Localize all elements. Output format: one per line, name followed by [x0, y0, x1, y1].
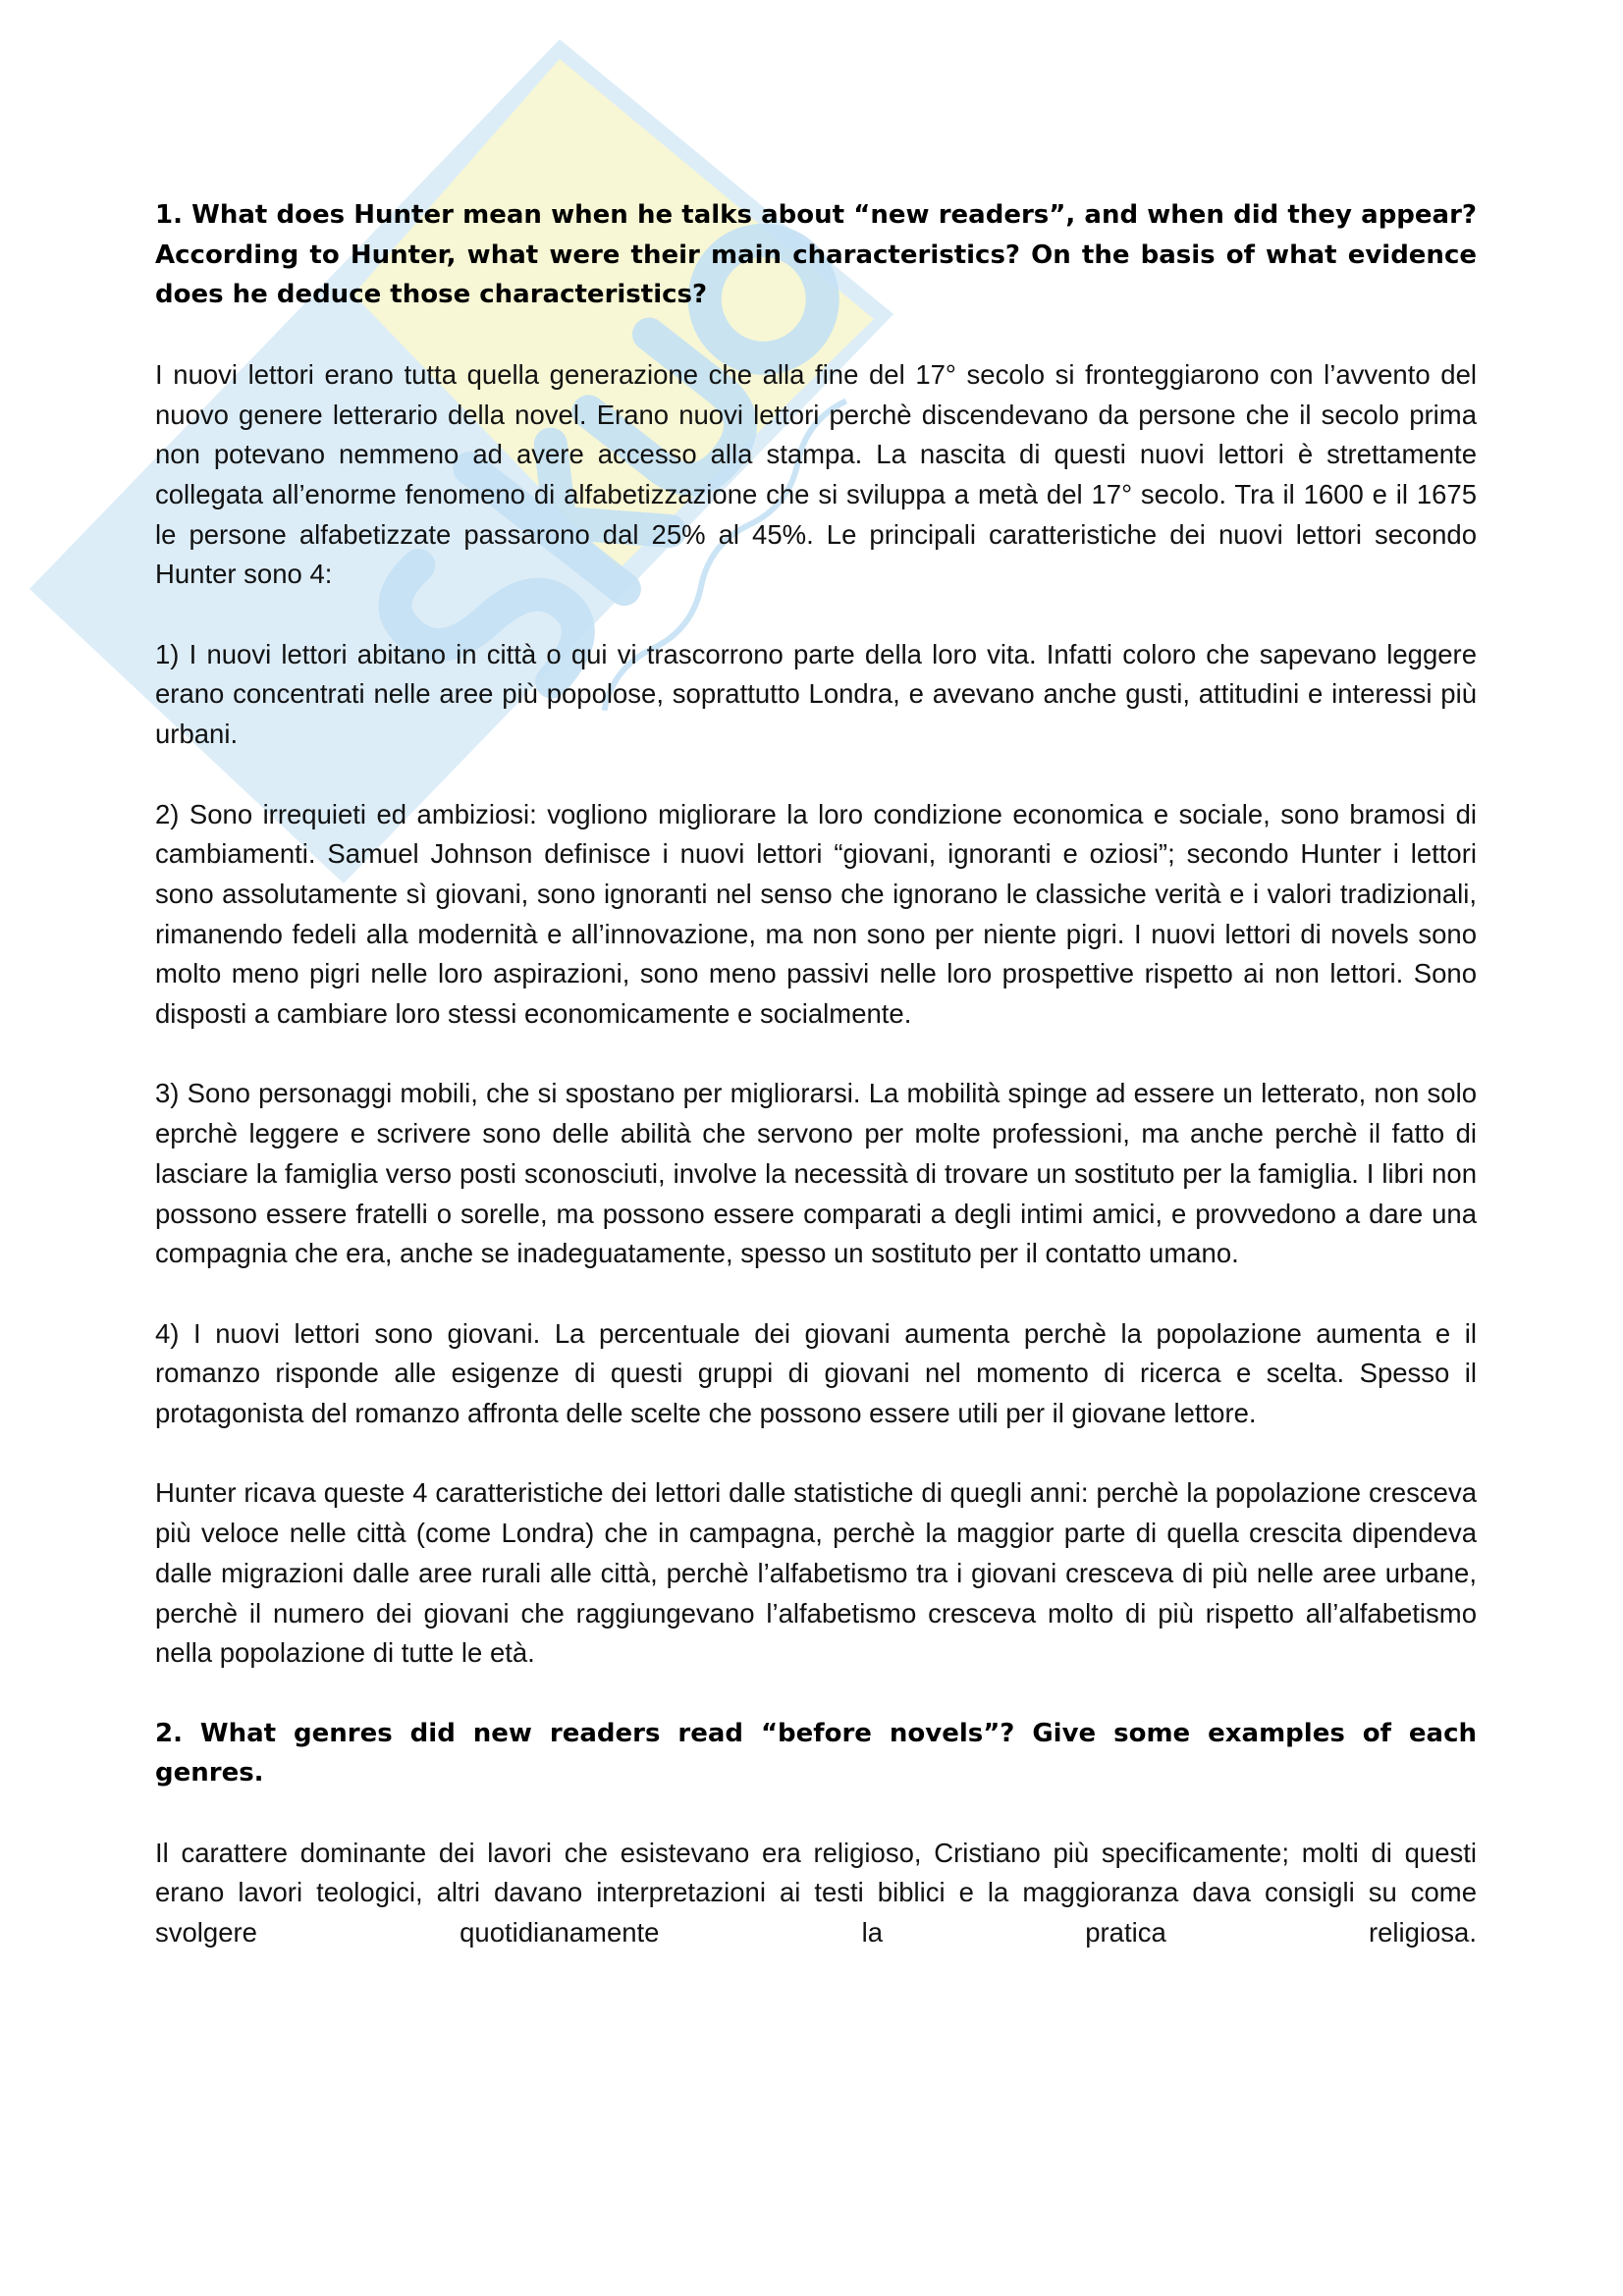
document-page: [155, 195, 1477, 1994]
characteristic-2: 2) Sono irrequieti ed ambiziosi: vogliono migliorare la loro condizione economica e sociale, sono bramosi di cambiamenti. Samuel Johnson definisce i nuovi lettori “giovani, ignoranti e oziosi”; secondo Hunter i lettori sono assolutamente sì giovani, sono ignoranti nel senso che ignorano le classiche verità e i valori tradizionali, rimanendo fedeli alla modernità e all’innovazione, ma non sono per niente pigri. I nuovi lettori di novels sono molto meno pigri nelle loro aspirazioni, sono meno passivi nelle loro prospettive rispetto ai non lettori. Sono disposti a cambiare loro stessi economicamente e socialmente.: [155, 798, 1477, 1030]
evidence-paragraph: Hunter ricava queste 4 caratteristiche dei lettori dalle statistiche di quegli anni: perchè la popolazione cresceva più veloce nelle città (come Londra) che in campagna, perchè la maggior parte di quella crescita dipendeva dalle migrazioni dalle aree rurali alle città, perchè l’alfabetismo tra i giovani cresceva di più nelle aree urbane, perchè il numero dei giovani che raggiungevano l’alfabetismo cresceva molto di più rispetto all’alfabetismo nella popolazione di tutte le età.: [155, 1477, 1477, 1669]
characteristic-1: 1) I nuovi lettori abitano in città o qui vi trascorrono parte della loro vita. Infatti coloro che sapevano leggere erano concentrati nelle aree più popolose, soprattutto Londra, e avevano anche gusti, attitudini e interessi più urbani.: [155, 638, 1477, 750]
answer-2-paragraph: Il carattere dominante dei lavori che esistevano era religioso, Cristiano più specificamente; molti di questi erano lavori teologici, altri davano interpretazioni ai testi biblici e la maggioranza dava consigli su come svolgere quotidianamente la pratica religiosa.: [155, 1837, 1477, 1949]
answer-1-intro: I nuovi lettori erano tutta quella generazione che alla fine del 17° secolo si fronteggiarono con l’avvento del nuovo genere letterario della novel. Erano nuovi lettori perchè discendevano da persone che il secolo prima non potevano nemmeno ad avere accesso alla stampa. La nascita di questi nuovi lettori è strettamente collegata all’enorme fenomeno di alfabetizzazione che si sviluppa a metà del 17° secolo. Tra il 1600 e il 1675 le persone alfabetizzate passarono dal 25% al 45%. Le principali caratteristiche dei nuovi lettori secondo Hunter sono 4:: [155, 358, 1477, 590]
characteristic-3: 3) Sono personaggi mobili, che si spostano per migliorarsi. La mobilità spinge ad essere un letterato, non solo eprchè leggere e scrivere sono delle abilità che servono per molte professioni, ma anche perchè il fatto di lasciare la famiglia verso posti sconosciuti, involve la necessità di trovare un sostituto per la famiglia. I libri non possono essere fratelli o sorelle, ma possono essere comparati a degli intimi amici, e provvedono a dare una compagnia che era, anche se inadeguatamente, spesso un sostituto per il contatto umano.: [155, 1078, 1477, 1269]
question-2-heading: 2. What genres did new readers read “before novels”? Give some examples of each genres.: [155, 1718, 1477, 1789]
characteristic-4: 4) I nuovi lettori sono giovani. La percentuale dei giovani aumenta perchè la popolazione aumenta e il romanzo risponde alle esigenze di questi gruppi di giovani nel momento di ricerca e scelta. Spesso il protagonista del romanzo affronta delle scelte che possono essere utili per il giovane lettore.: [155, 1317, 1477, 1429]
question-1-heading: 1. What does Hunter mean when he talks about “new readers”, and when did they appear? According to Hunter, what were their main characteristics? On the basis of what evidence does he deduce those characteristics?: [155, 200, 1477, 310]
